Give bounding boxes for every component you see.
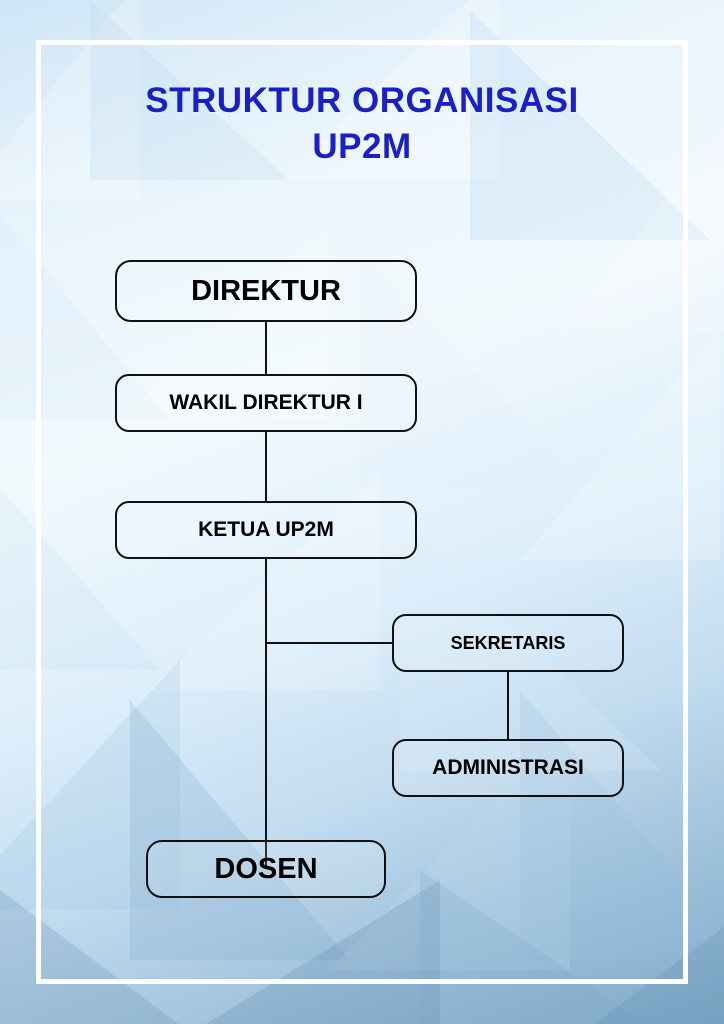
node-administrasi-label: ADMINISTRASI	[432, 756, 584, 779]
node-wakil-direktur[interactable]	[115, 374, 417, 432]
node-wakil-direktur-label: WAKIL DIREKTUR I	[169, 391, 363, 414]
node-sekretaris[interactable]	[392, 614, 624, 672]
node-dosen-label: DOSEN	[214, 852, 318, 885]
node-ketua-up2m-label: KETUA UP2M	[198, 518, 334, 541]
node-dosen[interactable]	[146, 840, 386, 898]
node-administrasi[interactable]	[392, 739, 624, 797]
node-direktur[interactable]	[115, 260, 417, 322]
node-direktur-label: DIREKTUR	[191, 274, 341, 307]
node-ketua-up2m[interactable]	[115, 501, 417, 559]
title-line-2: UP2M	[312, 127, 412, 167]
node-sekretaris-label: SEKRETARIS	[450, 632, 566, 653]
title-line-1: STRUKTUR ORGANISASI	[145, 81, 579, 120]
